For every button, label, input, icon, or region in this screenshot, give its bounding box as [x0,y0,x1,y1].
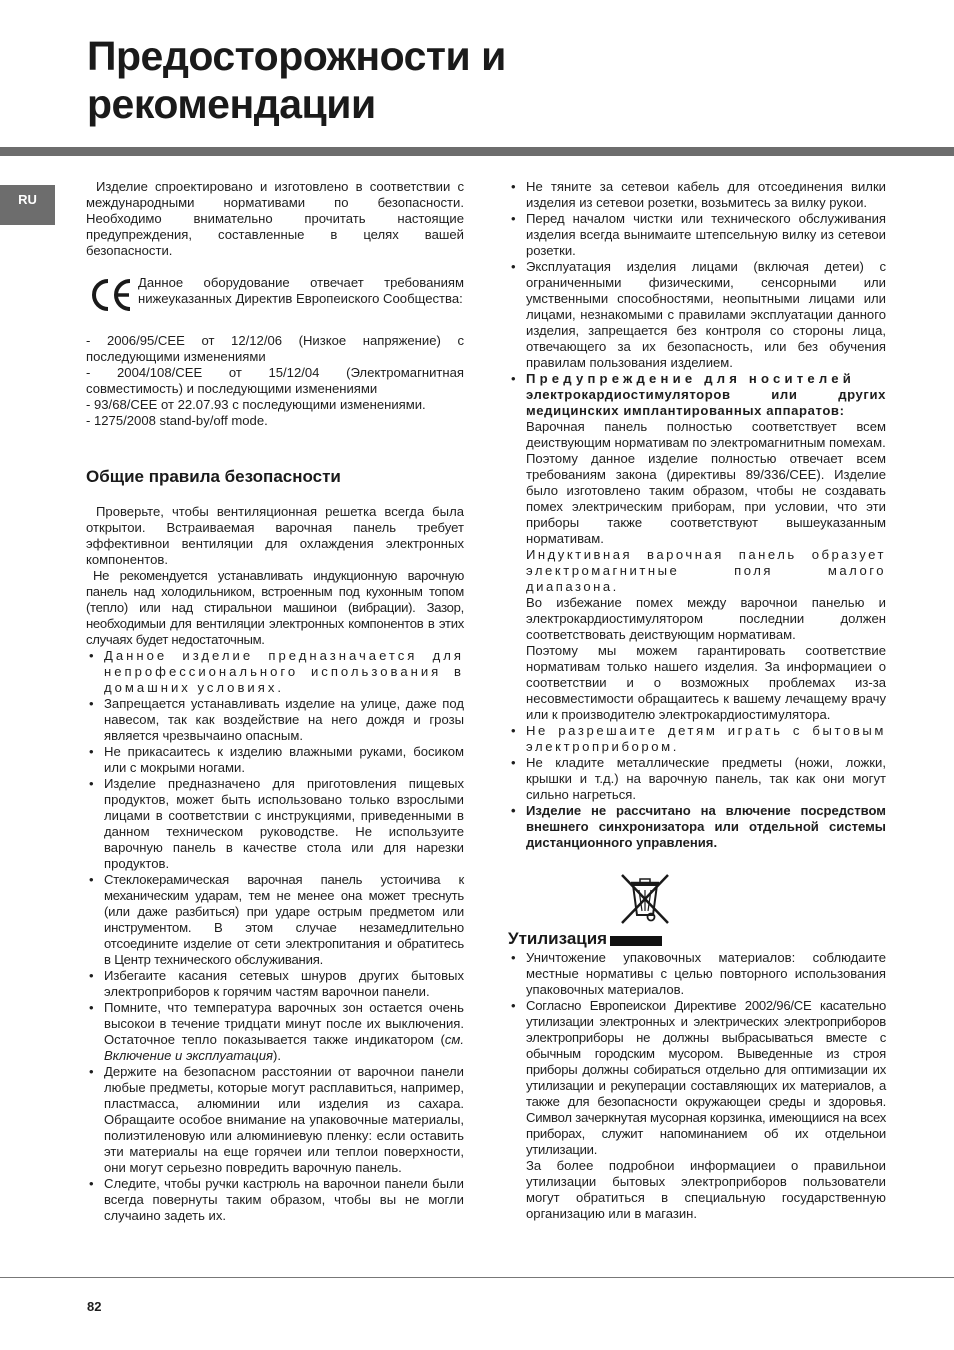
right-column [508,179,886,1222]
directive-item: - 1275/2008 stand-by/off mode. [86,413,268,428]
list-item: • Держите на безопасном расстоянии от варочнои панели любые предметы, которые могут расплавиться, например, пластмасса, алюминии или изделия из сахара. Обращаите особое внимание на упаковочные материалы, полиэтиленовую или алюминиевую пленку: если оставить эти материалы на еще горячеи или теплои поверхности, они могут серьезно повредить варочную панель. [86,1064,464,1176]
list-item: • Данное изделие предназначается для непрофессионального использования в домашних условиях. [86,648,464,696]
list-item: • Не разрешаите детям играть с бытовым электроприбором. [508,723,886,755]
list-item-text: ). [273,1048,282,1063]
safety-bullet-list [86,648,464,1224]
pacemaker-paragraph: Варочная панель полностью соответствует всем деиствующим нормативам по электромагнитным помехам. [526,419,886,450]
directive-item: - 2004/108/CEE от 15/12/04 (Электромагнитная совместимость) и последующими изменениями [86,365,464,396]
list-item: • Избегаите касания сетевых шнуров других бытовых электроприборов к горячим частям варочнои панели. [86,968,464,1000]
utilization-heading: Утилизация [508,929,608,948]
utilization-paragraph: • Согласно Европеискои Директиве 2002/96/CE касательно утилизации электронных и электрических электроприборов электроприборы не должны выбрасываться вместе с обычным городским мусором. Выведенные из строя приборы должны собираться отдельно для оптимизации их утилизации и рекуперации составляющих их материалов, а также для безопасности окружающеи среды и здоровья. Символ зачеркнутая мусорная корзинка, имеющиися на всех приборах, служит напоминанием об их отдельнои утилизации. [526,998,886,1157]
list-item-text: Помните, что температура варочных зон остается очень высокои в течение тридцати минут после их выключения. Остаточное тепло показывается также индикатором ( [104,1000,464,1047]
safety-heading: Общие правила безопасности [86,467,341,486]
crossed-out-bin-icon [618,871,672,927]
cross-reference: см. Включение и эксплуатация [104,1032,464,1063]
list-item [86,1000,464,1064]
right-bullet-list [508,179,886,851]
directive-item: - 93/68/CEE от 22.07.93 с последующими изменениями. [86,397,426,412]
ce-compliance-block [86,275,464,315]
pacemaker-warning-subtitle: электрокардиостимуляторов или других медицинских имплантированных аппаратов: [526,387,886,418]
intro-paragraph: Изделие спроектировано и изготовлено в соответствии с международными нормативами по безопасности. Необходимо внимательно прочитать настоящие предупреждения, составленные в целях вашей безопасности. [86,179,464,258]
pacemaker-warning-title: • Предупреждение для носителей [526,371,855,386]
page-title [87,32,506,128]
title-line-2: рекомендации [87,81,376,127]
page-number: 82 [87,1299,102,1314]
list-item: • Изделие не рассчитано на влючение посредством внешнего синхронизатора или отдельной системы дистанционного управления. [508,803,886,851]
list-item: • Не тяните за сетевои кабель для отсоединения вилки изделия из сетевои розетки, возьмитесь за вилку рукои. [508,179,886,211]
list-item [508,371,886,723]
weee-symbol-area [508,871,886,949]
title-divider-bar [0,147,954,156]
list-item: • Не кладите металлические предметы (ножи, ложки, крышки и т.д.) на варочную панель, так как они могут сильно нагреться. [508,755,886,803]
language-tab: RU [0,185,55,225]
left-column [86,179,464,1224]
safety-paragraph-1: Проверьте, чтобы вентиляционная решетка всегда была открытои. Встраиваемая варочная панель требует эффективнои вентиляции для охлаждения электронных компонентов. [86,504,464,567]
directives-list [86,333,464,429]
ce-mark-icon [86,275,136,315]
title-line-1: Предосторожности и [87,33,506,79]
footer-divider [0,1277,954,1278]
list-item: • Уничтожение упаковочных материалов: соблюдаите местные нормативы с целью повторного использования упаковочных материалов. [508,950,886,998]
pacemaker-paragraph: Поэтому данное изделие полностью отвечает всем требованиям закона (директивы 89/336/CEE). Изделие было изготовлено таким образом, чтобы не создавать помех электрическим приборам, при условии, что эти приборы также соответствуют вышеуказанным нормативам. [526,451,886,546]
list-item: • Запрещается устанавливать изделие на улице, даже под навесом, так как воздействие на него дождя и грозы является чрезвычаино опасным. [86,696,464,744]
ce-compliance-text: Данное оборудование отвечает требованиям нижеуказанных Директив Европеиского Сообщества: [138,275,464,306]
list-item [508,998,886,1222]
list-item: • Следите, чтобы ручки кастрюль на варочнои панели были всегда повернуты таким образом, чтобы вы не могли случаино задеть их. [86,1176,464,1224]
list-item: • Не прикасаитесь к изделию влажными руками, босиком или с мокрыми ногами. [86,744,464,776]
utilization-paragraph: За более подробнои информациеи о правильнои утилизации бытовых электроприборов пользователи могут обратиться в специальную государственную организацию или в магазин. [526,1158,886,1221]
safety-paragraph-2: Не рекомендуется устанавливать индукционную варочную панель над холодильником, встроенным под кухонным топом (тепло) или над стиральнои машинои (вибрации). Зазор, необходимыи для вентиляции электронных компонентов в этих случаях будет недостаточным. [86,568,464,647]
pacemaker-paragraph: Поэтому мы можем гарантировать соответствие нормативам только нашего изделия. За информациеи о соответствии и о возможных проблемах из-за несовместимости обращаитесь к вашему лечащему врачу или к производителю электрокардиостимулятора. [526,643,886,722]
list-item: • Изделие предназначено для приготовления пищевых продуктов, может быть использовано только взрослыми лицами в соответствии с инструкциями, приведенными в данном техническом руководстве. Не используите варочную панель в качестве стола или для нарезки продуктов. [86,776,464,872]
directive-item: - 2006/95/CEE от 12/12/06 (Низкое напряжение) с последующими изменениями [86,333,464,364]
list-item: • Перед началом чистки или технического обслуживания изделия всегда вынимаите штепсельную вилку из сетевои розетки. [508,211,886,259]
pacemaker-paragraph: Индуктивная варочная панель образует электромагнитные поля малого диапазона. [526,547,886,594]
pacemaker-paragraph: Во избежание помех между варочнои панелью и электрокардиостимулятором последнии должен соответствовать деиствующим нормативам. [526,595,886,642]
list-item: • Эксплуатация изделия лицами (включая детеи) с ограниченными физическими, сенсорными или умственными способностями, неопытными лицами или лицами, незнакомыми с правилами эксплуатации данного изделия, запрещается без контроля со стороны лица, отвечающего за их безопасность, или без обучения правилам пользования изделием. [508,259,886,371]
utilization-bullet-list [508,950,886,1222]
list-item: • Стеклокерамическая варочная панель устоичива к механическим ударам, тем не менее она может треснуть (или даже разбиться) при ударе острым предметом или инструментом. В этом случае незамедлительно отсоедините изделие от сети электропитания и обратитесь в Центр технического обслуживания. [86,872,464,968]
